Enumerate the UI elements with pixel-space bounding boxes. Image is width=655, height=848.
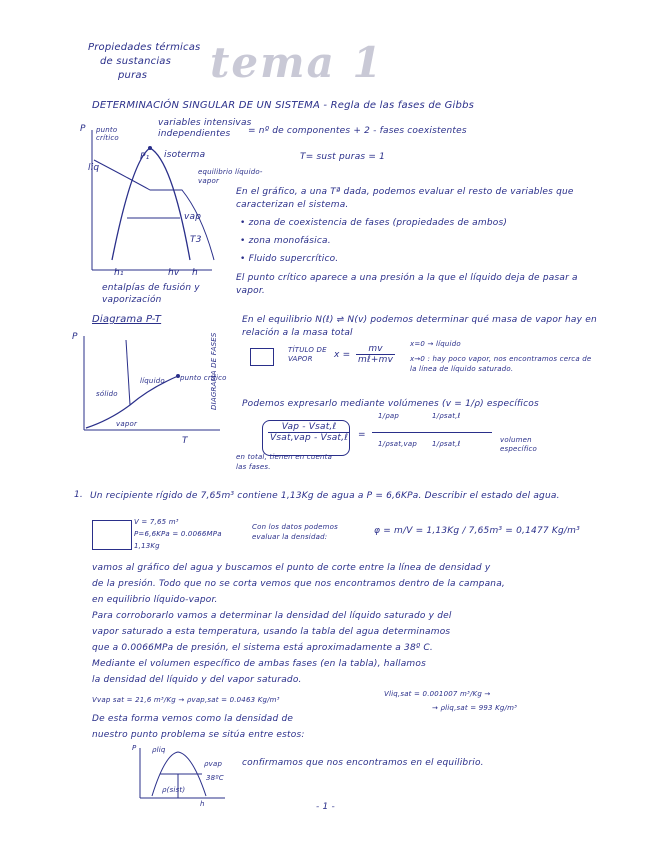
vessel-icon: [250, 348, 274, 366]
paragraph-line-6: que a 0.0066MPa de presión, el sistema está aproximadamente a 38º C.: [92, 643, 433, 653]
conclude-1: De esta forma vemos como la densidad de: [92, 714, 294, 724]
enthalpies-note: entalpías de fusión y vaporización: [102, 283, 200, 305]
volumes-intro: Podemos expresarlo mediante volúmenes (v = 1/ρ) específicos: [242, 399, 539, 409]
case-x-small: x→0 : hay poco vapor, nos encontramos cerca de la línea de líquido saturado.: [410, 355, 592, 373]
mini-t: 38ºC: [206, 774, 224, 782]
rho-fraction-bar: [372, 432, 492, 433]
mini-h: h: [200, 800, 205, 808]
note-1: En el gráfico, a una Tª dada, podemos evaluar el resto de variables que caracterizan el sistema.: [236, 187, 574, 210]
x-denominator: mℓ+mv: [358, 355, 394, 365]
pt-diagram-title: Diagrama P-T: [92, 314, 162, 325]
pt-diagram: [70, 330, 230, 440]
liq-sat-line: Vliq,sat = 0.001007 m³/Kg →: [384, 690, 491, 698]
topic-line-1: Propiedades térmicas: [88, 42, 201, 53]
topic-line-3: puras: [118, 70, 148, 81]
vessel-sketch-icon: [92, 520, 132, 550]
volume-denominator: Vsat,vap - Vsat,ℓ: [270, 433, 349, 443]
note-3: • zona monofásica.: [240, 236, 331, 246]
conclude-2: nuestro punto problema se sitúa entre estos:: [92, 730, 305, 740]
with-data-text: Con los datos podemos evaluar la densidad:: [252, 523, 338, 541]
confirm-text: confirmamos que nos encontramos en el equilibrio.: [242, 758, 484, 768]
paragraph-line-7: Mediante el volumen específico de ambas fases (en la tabla), hallamos: [92, 659, 426, 669]
paragraph-line-4: Para corroborarlo vamos a determinar la densidad del líquido saturado y del: [92, 611, 452, 621]
volume-label: volumen específico: [500, 436, 538, 453]
title-label: TÍTULO DE VAPOR: [288, 346, 327, 363]
page-number: - 1 -: [316, 802, 335, 812]
label-critical-point: punto crítico: [96, 126, 119, 142]
label-vap: vap: [184, 212, 202, 222]
mini-pvap: ρvap: [204, 760, 223, 768]
topic-line-2: de sustancias: [100, 56, 172, 67]
intensive-vars-label: variables intensivas independientes: [158, 118, 252, 139]
unit-title: tema 1: [210, 38, 384, 87]
ph-diagram: [72, 120, 222, 280]
given-volume: V = 7,65 m³: [134, 518, 179, 526]
label-p1: P₁: [140, 152, 150, 162]
label-liquid: liq: [88, 163, 100, 173]
liq-rho-line: → ρliq,sat = 993 Kg/m³: [432, 704, 518, 712]
pt-label-liquid: líquido: [140, 377, 165, 385]
case-x0: x=0 → líquido: [410, 340, 461, 348]
single-phase-note: T= sust puras = 1: [300, 152, 386, 162]
label-p: P: [80, 124, 86, 134]
pt-label-critical: punto crítico: [180, 374, 227, 382]
label-isotherm: isoterma: [164, 150, 206, 160]
label-h: h: [192, 268, 198, 278]
exercise-number: 1.: [74, 490, 83, 500]
note-4: • Fluido supercrítico.: [240, 254, 339, 264]
volume-numerator: Vap - Vsat,ℓ: [268, 422, 350, 433]
x-fraction: [356, 344, 395, 365]
pt-label-vapor: vapor: [116, 420, 138, 428]
gibbs-rule: = nº de componentes + 2 - fases coexistentes: [248, 126, 467, 136]
paragraph-line-2: de la presión. Todo que no se corta vemos que nos encontramos dentro de la campana,: [92, 579, 505, 589]
label-hv: hv: [168, 268, 180, 278]
phase-diagram-side-label: DIAGRAMA DE FASES: [210, 332, 218, 410]
given-pressure: P=6,6KPa = 0.0066MPa: [134, 530, 222, 538]
x-numerator: mv: [356, 344, 395, 355]
mini-p: P: [132, 744, 137, 752]
pt-label-t: T: [182, 436, 188, 446]
label-t3: T3: [190, 235, 202, 245]
x-equals: x =: [334, 350, 351, 360]
rho-d1: 1/ρsat,vap: [378, 440, 418, 448]
vap-sat-line: Vvap sat = 21,6 m³/Kg → ρvap,sat = 0.0463 Kg/m³: [92, 696, 280, 704]
equals-sign: =: [358, 430, 366, 440]
pt-label-p: P: [72, 332, 78, 342]
rho-n2: 1/ρsat,ℓ: [432, 412, 461, 420]
note-2: • zona de coexistencia de fases (propiedades de ambos): [240, 218, 508, 228]
paragraph-line-1: vamos al gráfico del agua y buscamos el punto de corte entre la línea de densidad y: [92, 563, 491, 573]
label-equilibrium: equilibrio líquido-vapor: [198, 168, 263, 185]
note-5: El punto crítico aparece a una presión a la que el líquido deja de pasar a vapor.: [236, 273, 578, 296]
paragraph-line-5: vapor saturado a esta temperatura, usando la tabla del agua determinamos: [92, 627, 451, 637]
density-equation: φ = m/V = 1,13Kg / 7,65m³ = 0,1477 Kg/m³: [374, 526, 580, 536]
pt-label-solid: sólido: [96, 390, 118, 398]
rho-d2: 1/ρsat,ℓ: [432, 440, 461, 448]
given-mass: 1,13Kg: [134, 542, 160, 550]
section-title: DETERMINACIÓN SINGULAR DE UN SISTEMA - Regla de las fases de Gibbs: [92, 100, 475, 111]
exercise-statement: Un recipiente rígido de 7,65m³ contiene 1,13Kg de agua a P = 6,6KPa. Describir el estado del agua.: [90, 491, 560, 501]
quality-intro: En el equilibrio N(ℓ) ⇌ N(v) podemos determinar qué masa de vapor hay en relación a la masa total: [242, 315, 597, 338]
label-h1: h₁: [114, 268, 124, 278]
paragraph-line-3: en equilibrio líquido-vapor.: [92, 595, 218, 605]
mini-pliq: ρliq: [152, 746, 166, 754]
total-note: en total, tienen en cuenta las fases.: [236, 453, 333, 471]
rho-n1: 1/ρap: [378, 412, 399, 420]
exercise-paragraph: [92, 560, 602, 688]
paragraph-line-8: la densidad del líquido y del vapor saturado.: [92, 675, 302, 685]
volume-fraction: [268, 422, 350, 443]
mini-mid: ρ(sist): [162, 786, 186, 794]
